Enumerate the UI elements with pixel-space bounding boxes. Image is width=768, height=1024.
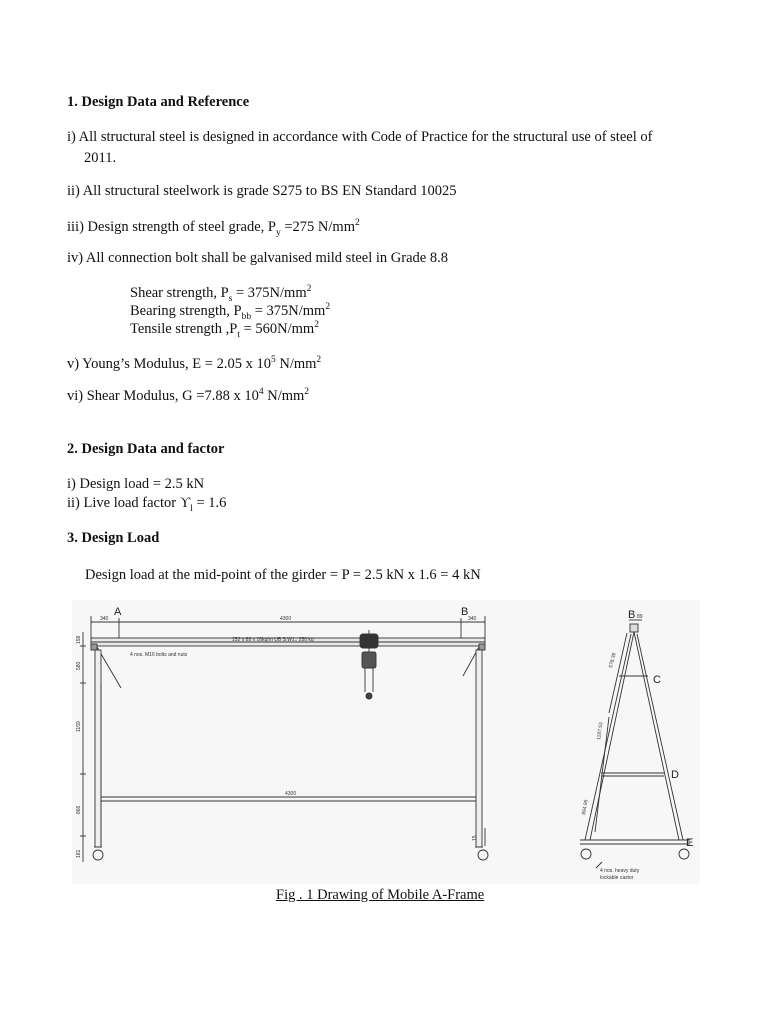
dim-v3: 1159 [76, 721, 82, 732]
tensile-strength-sub: t [237, 329, 240, 340]
bearing-strength-sup: 2 [325, 302, 331, 313]
item-1-iii-value: =275 N/mm [280, 219, 355, 235]
side-label-e: E [686, 837, 694, 849]
section-2-heading: 2. Design Data and factor [67, 441, 225, 457]
dim-v1: 158 [76, 635, 82, 644]
label-a: A [114, 606, 122, 618]
item-1-vi-unit-sup: 2 [304, 387, 310, 398]
beam-note: 152 x 89 x 16kg/m UB S.W.L. 250 kg [232, 637, 314, 643]
item-2-ii-text: ii) Live load factor ϒ [67, 495, 191, 511]
item-1-v-exp: 5 [270, 355, 276, 366]
side-label-b: B [628, 609, 636, 621]
dim-340-left: 340 [100, 616, 109, 622]
item-1-iii-sub: y [276, 227, 281, 238]
leg-right [476, 650, 482, 847]
item-1-ii: ii) All structural steelwork is grade S275 to BS EN Standard 10025 [67, 183, 457, 199]
shear-strength-sup: 2 [306, 284, 312, 295]
side-dim-3: 894.95 [581, 799, 590, 816]
dim-340-right: 340 [468, 616, 477, 622]
item-1-v-unit: N/mm [275, 356, 317, 372]
item-1-iii-sup: 2 [355, 218, 360, 229]
a-frame-drawing-svg [72, 600, 700, 884]
bearing-strength-sub: bb [241, 311, 252, 322]
item-2-ii-sub: l [190, 503, 193, 514]
tensile-strength [130, 320, 319, 338]
label-b: B [461, 606, 469, 618]
section-3-heading: 3. Design Load [67, 530, 160, 546]
item-1-vi-exp: 4 [258, 387, 264, 398]
section-1-heading: 1. Design Data and Reference [67, 94, 250, 110]
bearing-strength-text: Bearing strength, P [130, 303, 242, 319]
side-top-block [630, 624, 638, 632]
shear-strength-text: Shear strength, P [130, 285, 229, 301]
item-1-vi-unit: N/mm [263, 388, 305, 404]
tensile-strength-sup: 2 [314, 320, 319, 331]
design-load-statement: Design load at the mid-point of the girder = P = 2.5 kN x 1.6 = 4 kN [85, 567, 481, 583]
dim-v4: 866 [76, 805, 82, 814]
item-2-ii-value: = 1.6 [192, 495, 227, 511]
castor-note-1: 4 nos. heavy duty [600, 868, 640, 874]
dim-span-top: 4300 [280, 616, 292, 622]
shear-strength-value: = 375N/mm [232, 285, 307, 301]
dim-v2: 580 [76, 661, 82, 670]
dim-span-bottom: 4300 [285, 791, 297, 797]
tensile-strength-value: = 560N/mm [239, 321, 315, 337]
bolt-note: 4 nos. M16 bolts and nuts [130, 652, 188, 658]
bearing-strength [130, 302, 330, 320]
item-1-vi [67, 387, 309, 405]
item-1-i-line-1: i) All structural steel is designed in accordance with Code of Practice for the structural use of steel of [67, 129, 653, 145]
item-1-i-line-2: 2011. [84, 150, 117, 166]
tensile-strength-text: Tensile strength ,P [130, 321, 238, 337]
item-2-i: i) Design load = 2.5 kN [67, 476, 205, 492]
side-label-c: C [653, 674, 661, 686]
item-1-v-unit-sup: 2 [316, 355, 322, 366]
item-2-ii [67, 494, 226, 512]
shear-strength-sub: s [228, 293, 233, 304]
item-1-v [67, 355, 321, 373]
dim-small: 15 [472, 835, 478, 841]
side-dim-top: 89 [637, 614, 643, 620]
end-plate-left [91, 644, 97, 650]
side-label-d: D [671, 769, 679, 781]
item-1-iii [67, 218, 360, 236]
castor-note-2: lockable castor [600, 875, 634, 881]
leg-left [95, 650, 101, 847]
end-plate-right [479, 644, 485, 650]
bearing-strength-value: = 375N/mm [251, 303, 326, 319]
hoist-trolley-icon [360, 634, 378, 648]
shear-strength [130, 284, 311, 302]
side-dim-1: 578.39 [608, 652, 618, 669]
a-frame-drawing [72, 600, 700, 884]
dim-v5: 181 [76, 849, 82, 858]
figure-caption: Fig . 1 Drawing of Mobile A-Frame [276, 887, 485, 903]
item-1-iii-text: iii) Design strength of steel grade, P [67, 219, 276, 235]
hoist-block-icon [362, 652, 376, 668]
item-1-iv: iv) All connection bolt shall be galvanised mild steel in Grade 8.8 [67, 250, 448, 266]
side-dim-2: 1187.53 [596, 721, 605, 741]
item-1-vi-text: vi) Shear Modulus, G =7.88 x 10 [67, 388, 259, 404]
item-1-v-text: v) Young’s Modulus, E = 2.05 x 10 [67, 356, 271, 372]
hoist-hook-icon [366, 693, 372, 699]
